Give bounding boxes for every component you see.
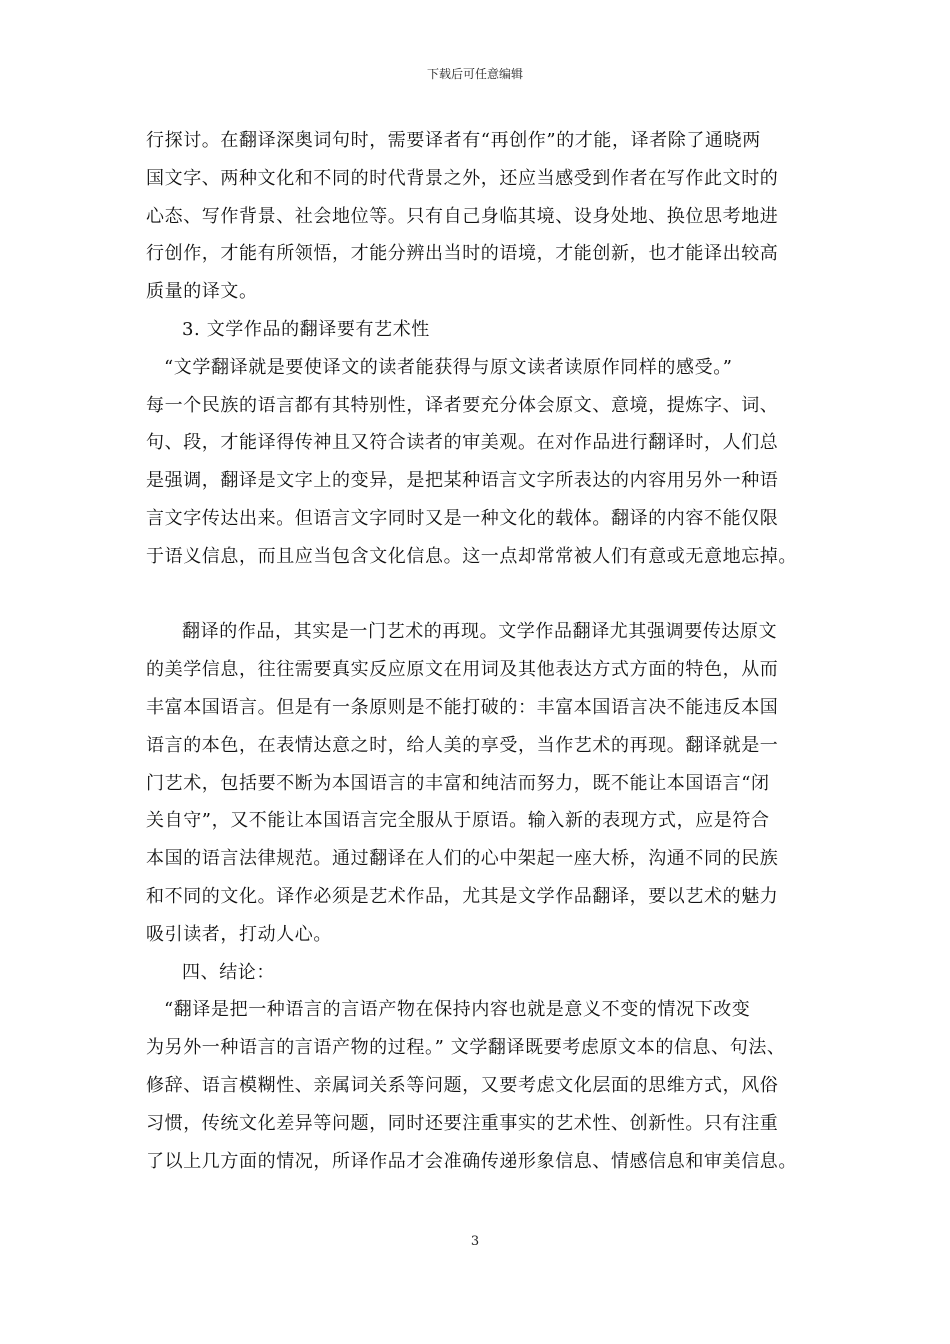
paragraph-art-of-translation	[146, 613, 822, 953]
text-line: “翻译是把一种语言的言语产物在保持内容也就是意义不变的情况下改变	[164, 999, 751, 1021]
text-line: 了以上几方面的情况，所译作品才会准确传递形象信息、情感信息和审美信息。	[146, 1150, 797, 1172]
text-line: 于语义信息，而且应当包含文化信息。这一点却常常被人们有意或无意地忘掉。	[146, 545, 797, 567]
document-body	[146, 122, 822, 1180]
text-line: 心态、写作背景、社会地位等。只有自己身临其境、设身处地、换位思考地进	[146, 205, 779, 227]
section-heading-conclusion: 四、结论：	[182, 961, 275, 983]
text-line: 本国的语言法律规范。通过翻译在人们的心中架起一座大桥，沟通不同的民族	[146, 848, 779, 870]
text-line: 习惯，传统文化差异等问题，同时还要注重事实的艺术性、创新性。只有注重	[146, 1112, 779, 1134]
text-line: 行探讨。在翻译深奥词句时，需要译者有“再创作”的才能，译者除了通晓两	[146, 130, 761, 151]
section-heading-3: 3. 文学作品的翻译要有艺术性	[182, 318, 430, 340]
text-line: 语言的本色，在表情达意之时，给人美的享受，当作艺术的再现。翻译就是一	[146, 734, 779, 756]
text-line: 丰富本国语言。但是有一条原则是不能打破的：丰富本国语言决不能违反本国	[146, 696, 779, 718]
text-line: 门艺术，包括要不断为本国语言的丰富和纯洁而努力，既不能让本国语言“闭	[146, 772, 770, 794]
paragraph-spacer	[146, 576, 822, 614]
paragraph-conclusion	[146, 991, 822, 1180]
page-number: 3	[470, 1234, 480, 1249]
text-line: 和不同的文化。译作必须是艺术作品，尤其是文学作品翻译，要以艺术的魅力	[146, 885, 779, 907]
text-line: 是强调，翻译是文字上的变异，是把某种语言文字所表达的内容用另外一种语	[146, 470, 779, 492]
text-line: 行创作，才能有所领悟，才能分辨出当时的语境，才能创新，也才能译出较高	[146, 243, 779, 265]
text-line: 关自守”，又不能让本国语言完全服从于原语。输入新的表现方式，应是符合	[146, 810, 770, 832]
text-line: 吸引读者，打动人心。	[146, 923, 332, 945]
text-line: 质量的译文。	[146, 281, 258, 303]
paragraph-quote-translation	[146, 349, 822, 576]
text-line: 言文字传达出来。但语言文字同时又是一种文化的载体。翻译的内容不能仅限	[146, 507, 779, 529]
text-line: 翻译的作品，其实是一门艺术的再现。文学作品翻译尤其强调要传达原文	[182, 621, 778, 643]
header-note: 下载后可任意编辑	[426, 67, 523, 81]
text-line: 国文字、两种文化和不同的时代背景之外，还应当感受到作者在写作此文时的	[146, 167, 779, 189]
text-line: 为另外一种语言的言语产物的过程。” 文学翻译既要考虑原文本的信息、句法、	[146, 1037, 786, 1059]
text-line: 的美学信息，往往需要真实反应原文在用词及其他表达方式方面的特色，从而	[146, 659, 779, 681]
paragraph-continuation	[146, 122, 822, 311]
text-line: 修辞、语言模糊性、亲属词关系等问题，又要考虑文化层面的思维方式，风俗	[146, 1074, 779, 1096]
text-line: 句、段，才能译得传神且又符合读者的审美观。在对作品进行翻译时，人们总	[146, 432, 779, 454]
text-line: 每一个民族的语言都有其特别性，译者要充分体会原文、意境，提炼字、词、	[146, 394, 779, 416]
text-line: “文学翻译就是要使译文的读者能获得与原文读者读原作同样的感受。”	[164, 356, 733, 378]
